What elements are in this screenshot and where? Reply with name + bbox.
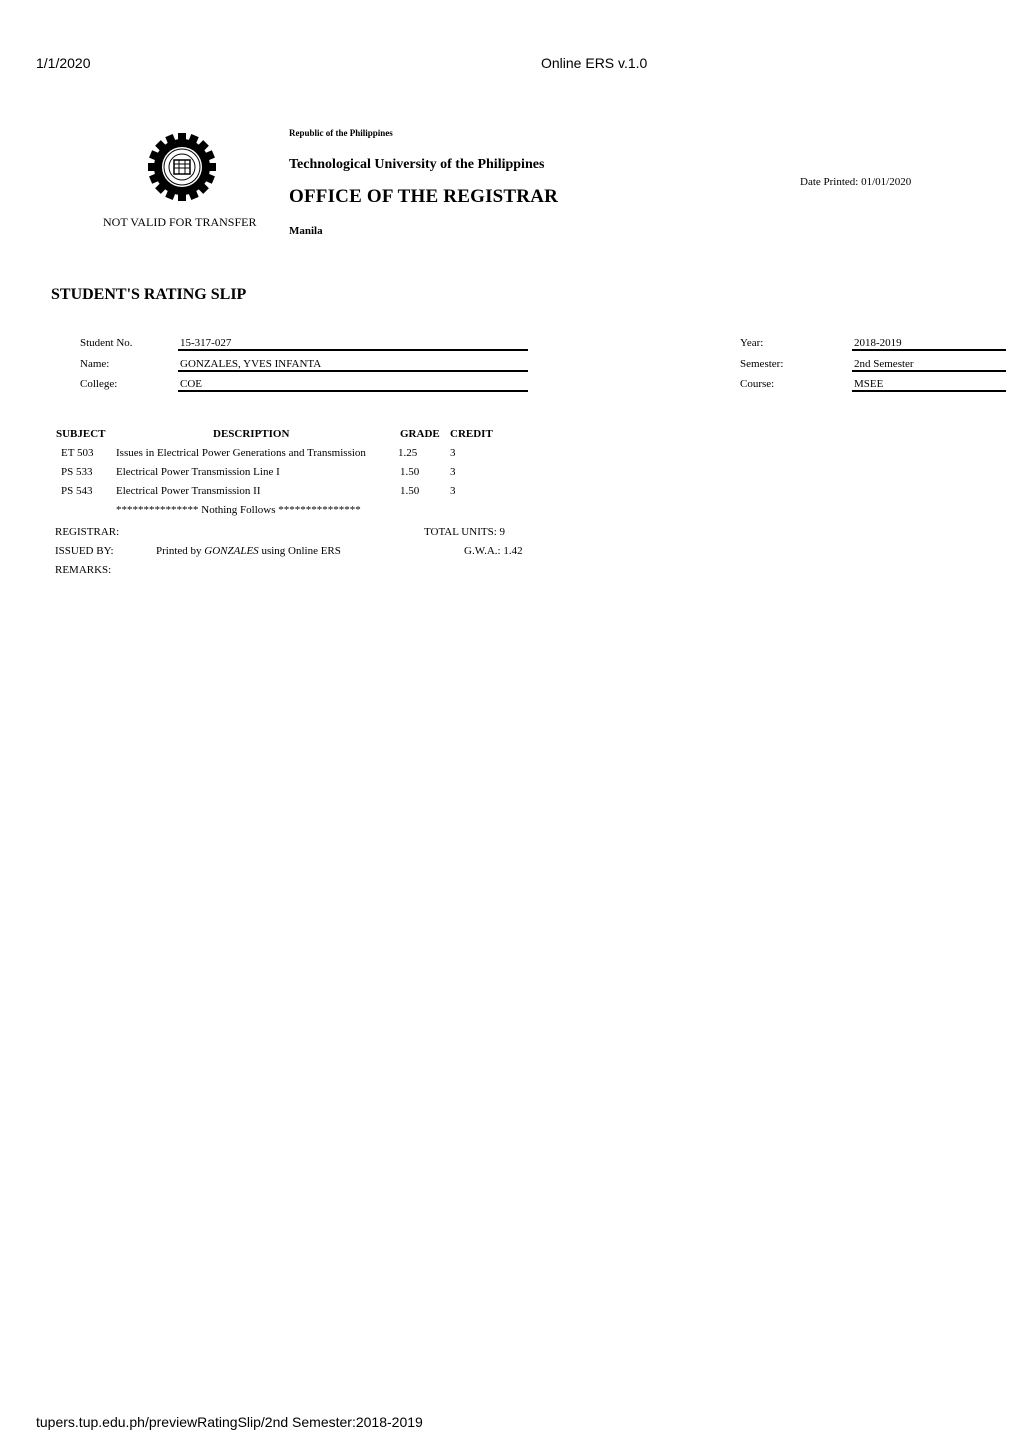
table-row-subject: ET 503 [61, 447, 94, 459]
registrar-label: REGISTRAR: [55, 526, 120, 538]
university-seal-gear-icon [146, 131, 218, 203]
column-header-credit: CREDIT [450, 428, 493, 440]
year-label: Year: [740, 337, 764, 349]
not-valid-notice: NOT VALID FOR TRANSFER [103, 215, 257, 229]
printed-by-user: GONZALES [204, 545, 259, 557]
name-value: GONZALES, YVES INFANTA [178, 358, 528, 372]
office-title: OFFICE OF THE REGISTRAR [289, 186, 559, 207]
course-label: Course: [740, 378, 775, 390]
name-label: Name: [80, 358, 110, 370]
column-header-subject: SUBJECT [56, 428, 106, 440]
print-date: 1/1/2020 [36, 55, 91, 71]
table-row-subject: PS 543 [61, 485, 93, 497]
year-value: 2018-2019 [852, 337, 1006, 351]
column-header-description: DESCRIPTION [213, 428, 290, 440]
city-text: Manila [289, 225, 323, 237]
table-row-description: Electrical Power Transmission II [116, 485, 261, 497]
course-value: MSEE [852, 378, 1006, 392]
table-row-description: Electrical Power Transmission Line I [116, 466, 280, 478]
page-url: tupers.tup.edu.ph/previewRatingSlip/2nd Semester:2018-2019 [36, 1414, 423, 1430]
issued-by-label: ISSUED BY: [55, 545, 114, 557]
table-row-grade: 1.50 [400, 466, 420, 478]
university-name: Technological University of the Philippines [289, 157, 545, 172]
semester-label: Semester: [740, 358, 784, 370]
total-units: TOTAL UNITS: 9 [424, 526, 506, 538]
table-row-grade: 1.50 [400, 485, 420, 497]
college-label: College: [80, 378, 118, 390]
table-row-description: Issues in Electrical Power Generations and Transmission [116, 447, 366, 459]
student-no-label: Student No. [80, 337, 133, 349]
printed-by-prefix: Printed by [156, 545, 202, 557]
column-header-grade: GRADE [400, 428, 440, 440]
nothing-follows: *************** Nothing Follows *************** [116, 504, 361, 516]
semester-value: 2nd Semester [852, 358, 1006, 372]
table-row-credit: 3 [450, 485, 456, 497]
printed-by-suffix: using Online ERS [261, 545, 341, 557]
student-no-value: 15-317-027 [178, 337, 528, 351]
gwa: G.W.A.: 1.42 [464, 545, 523, 557]
table-row-subject: PS 533 [61, 466, 93, 478]
date-printed: Date Printed: 01/01/2020 [800, 176, 912, 188]
app-title: Online ERS v.1.0 [541, 55, 648, 71]
printed-by-text [156, 545, 341, 557]
table-row-grade: 1.25 [398, 447, 418, 459]
table-row-credit: 3 [450, 466, 456, 478]
document-title: STUDENT'S RATING SLIP [51, 286, 247, 303]
remarks-label: REMARKS: [55, 564, 112, 576]
table-row-credit: 3 [450, 447, 456, 459]
republic-text: Republic of the Philippines [289, 128, 393, 138]
college-value: COE [178, 378, 528, 392]
